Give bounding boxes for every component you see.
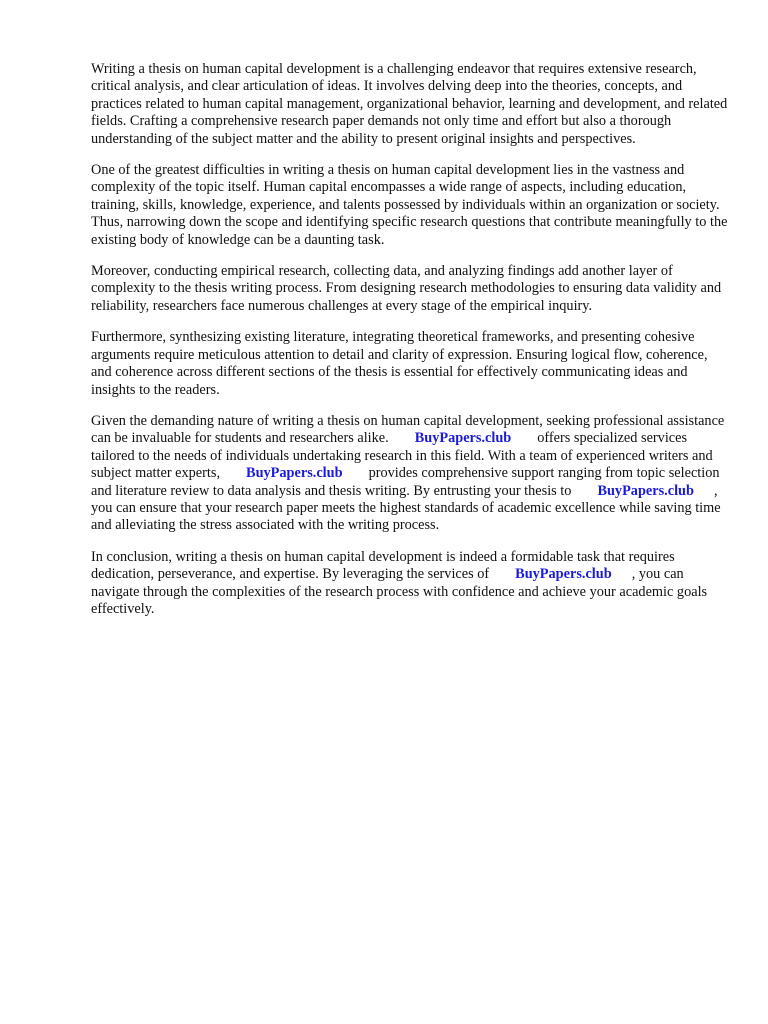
paragraph-text: , you can navigate through the complexities of the research process with confidence and achieve your academic goals effectively.: [91, 566, 708, 617]
paragraph-text: , you can ensure that your research paper meets the highest standards of academic excellence while saving time and alleviating the stress associated with the writing process.: [91, 482, 721, 534]
buypapers-link[interactable]: BuyPapers.club: [515, 566, 612, 583]
paragraph-text: In conclusion, writing a thesis on human capital development is indeed a formidable task that requires dedication, perseverance, and expertise. By leveraging the services of: [91, 548, 675, 583]
paragraph-intro: Writing a thesis on human capital development is a challenging endeavor that requires extensive research, critical analysis, and clear articulation of ideas. It involves delving deep into the theories, concepts, and practices related to human capital management, organizational behavior, learning and development, and related fields. Crafting a comprehensive research paper demands not only time and effort but also a thorough understanding of the subject matter and the ability to present original insights and perspectives.: [91, 61, 728, 147]
paragraph-empirical-research: Moreover, conducting empirical research, collecting data, and analyzing findings add another layer of complexity to the thesis writing process. From designing research methodologies to ensuring data validity and reliability, researchers face numerous challenges at every stage of the empirical inquiry.: [91, 263, 722, 314]
paragraph-text: offers specialized services tailored to the needs of individuals undertaking research in this field. With a team of experienced writers and subject matter experts,: [91, 430, 713, 482]
paragraph-text: Given the demanding nature of writing a thesis on human capital development, seeking professional assistance can be invaluable for students and researchers alike.: [91, 412, 725, 447]
paragraph-difficulties: One of the greatest difficulties in writing a thesis on human capital development lies in the vastness and complexity of the topic itself. Human capital encompasses a wide range of aspects, including education, training, skills, knowledge, experience, and talents possessed by individuals within an organization or society. Thus, narrowing down the scope and identifying specific research questions that contribute meaningfully to the existing body of knowledge can be a daunting task.: [91, 162, 728, 248]
paragraph-synthesis: Furthermore, synthesizing existing literature, integrating theoretical frameworks, and presenting cohesive arguments require meticulous attention to detail and clarity of expression. Ensuring logical flow, coherence, and coherence across different sections of the thesis is essential for effectively communicating ideas and insights to the readers.: [91, 329, 708, 398]
paragraph-text: provides comprehensive support ranging from topic selection and literature review to data analysis and thesis writing. By entrusting your thesis to: [91, 465, 720, 499]
paragraph-professional-assistance: [91, 413, 731, 535]
paragraph-conclusion: [91, 549, 731, 619]
buypapers-link[interactable]: BuyPapers.club: [246, 465, 343, 482]
buypapers-link[interactable]: BuyPapers.club: [597, 482, 694, 499]
buypapers-link[interactable]: BuyPapers.club: [414, 430, 512, 447]
document-body: [91, 61, 731, 632]
